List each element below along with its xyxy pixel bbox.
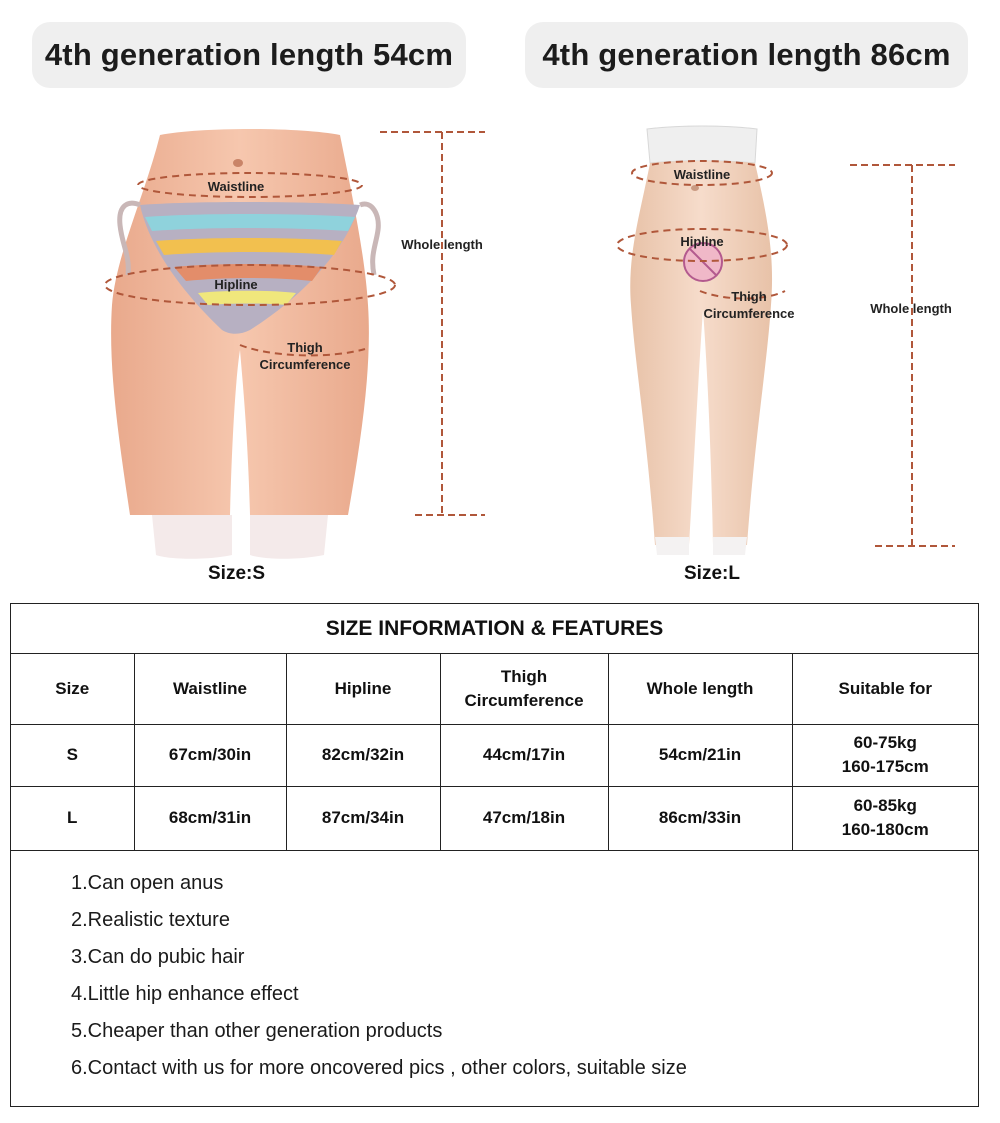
size-table bbox=[11, 654, 978, 851]
feature-item: 2.Realistic texture bbox=[71, 908, 230, 931]
table-row bbox=[11, 724, 978, 786]
thigh-circumference-label-l: Thigh Circumference bbox=[703, 289, 795, 321]
table-header-row bbox=[11, 654, 978, 724]
table-cell: S bbox=[11, 724, 134, 786]
table-row bbox=[11, 786, 978, 850]
table-cell: 60-75kg 160-175cm bbox=[792, 724, 978, 786]
column-header: Waistline bbox=[134, 654, 286, 724]
table-cell: 86cm/33in bbox=[608, 786, 792, 850]
table-cell: 44cm/17in bbox=[440, 724, 608, 786]
waistline-label-l: Waistline bbox=[673, 167, 731, 182]
column-header: Thigh Circumference bbox=[440, 654, 608, 724]
header-left-title: 4th generation length 54cm bbox=[32, 22, 466, 88]
thigh-circumference-label: Thigh Circumference bbox=[259, 340, 351, 372]
table-cell: 60-85kg 160-180cm bbox=[792, 786, 978, 850]
shorts-illustration bbox=[90, 105, 500, 565]
whole-length-label-l: Whole length bbox=[870, 301, 952, 316]
whole-length-label: Whole length bbox=[401, 237, 483, 252]
feature-item: 6.Contact with us for more oncovered pics , other colors, suitable size bbox=[71, 1056, 687, 1079]
feature-item: 4.Little hip enhance effect bbox=[71, 982, 299, 1005]
product-image-pants bbox=[585, 105, 975, 565]
feature-item: 3.Can do pubic hair bbox=[71, 945, 245, 968]
table-cell: L bbox=[11, 786, 134, 850]
table-cell: 87cm/34in bbox=[286, 786, 440, 850]
size-s-caption: Size:S bbox=[208, 563, 266, 584]
size-l-caption: Size:L bbox=[684, 563, 740, 584]
table-cell: 67cm/30in bbox=[134, 724, 286, 786]
pants-illustration bbox=[585, 105, 975, 565]
hipline-label: Hipline bbox=[214, 277, 258, 292]
waistline-label: Waistline bbox=[207, 179, 265, 194]
feature-item: 1.Can open anus bbox=[71, 871, 224, 894]
column-header: Suitable for bbox=[792, 654, 978, 724]
table-cell: 68cm/31in bbox=[134, 786, 286, 850]
feature-list bbox=[11, 851, 978, 1087]
header-right-title: 4th generation length 86cm bbox=[525, 22, 968, 88]
size-info-title: SIZE INFORMATION & FEATURES bbox=[11, 604, 978, 654]
column-header: Size bbox=[11, 654, 134, 724]
table-cell: 82cm/32in bbox=[286, 724, 440, 786]
column-header: Whole length bbox=[608, 654, 792, 724]
column-header: Hipline bbox=[286, 654, 440, 724]
size-info-section bbox=[10, 603, 979, 1107]
feature-item: 5.Cheaper than other generation products bbox=[71, 1019, 443, 1042]
hipline-label-l: Hipline bbox=[680, 234, 724, 249]
table-cell: 54cm/21in bbox=[608, 724, 792, 786]
table-cell: 47cm/18in bbox=[440, 786, 608, 850]
product-image-shorts bbox=[90, 105, 500, 565]
